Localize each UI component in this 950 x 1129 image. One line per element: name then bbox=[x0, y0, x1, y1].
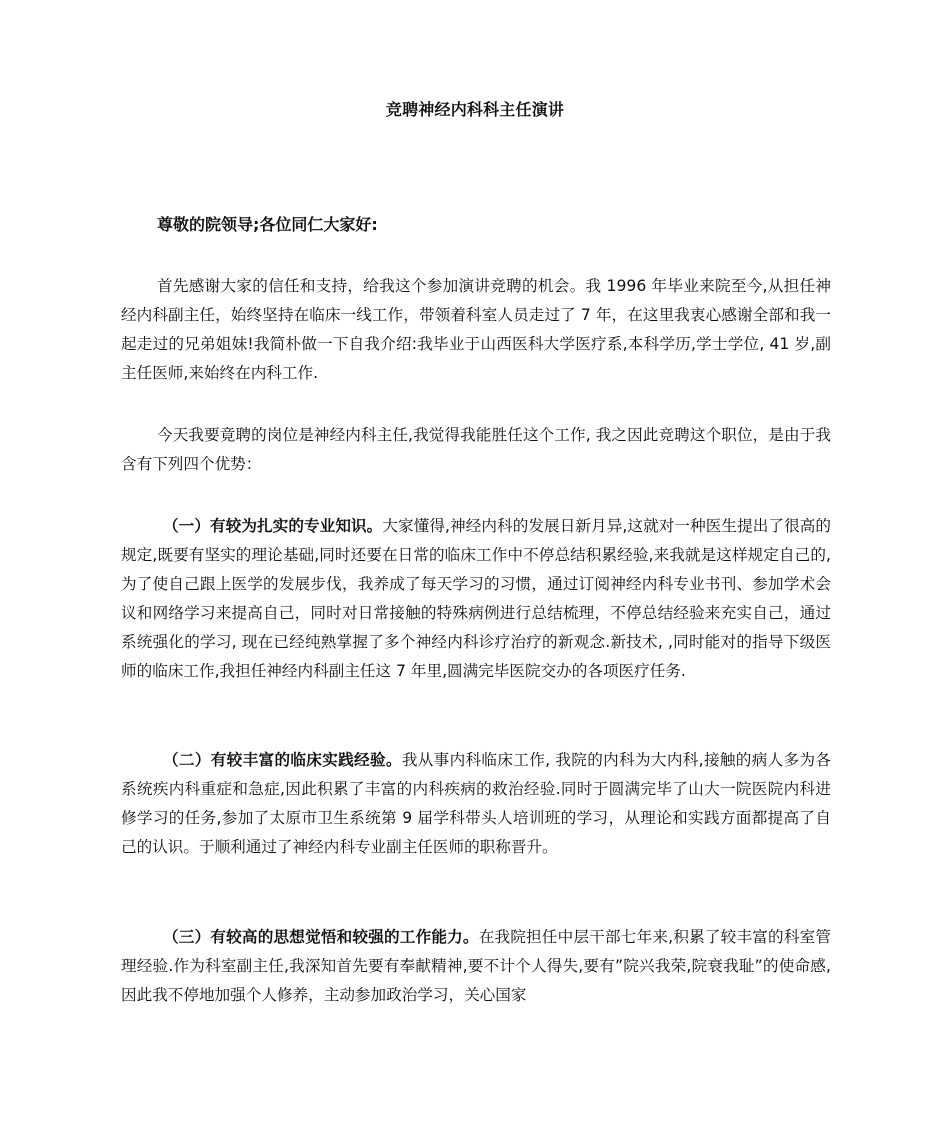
position-paragraph: 今天我要竟聘的岗位是神经内科主任,我觉得我能胜任这个工作, 我之因此竞聘这个职位，是由于我含有下列四个优势： bbox=[121, 426, 831, 473]
advantage-3-body: 在我院担任中层干部七年来,积累了较丰富的科室管理经验.作为科室副主任,我深知首先要有奉献精神,要不计个人得失,要有”院兴我荣,院衰我耻”的使命感,因此我不停地加强个人修养，主动参加政治学习，关心国家 bbox=[121, 928, 831, 1004]
advantage-3-heading: （三）有较高的思想觉悟和较强的工作能力。 bbox=[163, 928, 479, 946]
advantage-2-paragraph bbox=[121, 746, 831, 862]
greeting: 尊敬的院领导;各位同仁大家好: bbox=[157, 215, 378, 234]
advantage-2-heading: （二）有较丰富的临床实践经验。 bbox=[163, 751, 402, 769]
intro-paragraph: 首先感谢大家的信任和支持，给我这个参加演讲竞聘的机会。我 1996 年毕业来院至今,从担任神经内科副主任，始终坚持在临床一线工作，带领着科室人员走过了 7 年，在这里我衷心感谢全部和我一起走过的兄弟姐妹!我简朴做一下自我介绍:我毕业于山西医科大学医疗系,本科学历,学士学位, 41 岁,副主任医师,来始终在内科工作. bbox=[121, 277, 831, 382]
advantage-3-paragraph bbox=[121, 923, 831, 1010]
advantage-1-paragraph bbox=[121, 512, 831, 686]
document-title: 竞聘神经内科科主任演讲 bbox=[385, 100, 565, 119]
advantage-1-heading: （一）有较为扎实的专业知识。 bbox=[163, 517, 383, 535]
advantage-2-body: 我从事内科临床工作, 我院的内科为大内科,接触的病人多为各系统疾内科重症和急症,因此积累了丰富的内科疾病的救治经验.同时于圆满完毕了山大一院医院内科进修学习的任务,参加了太原市卫生系统第 9 届学科带头人培训班的学习，从理论和实践方面都提高了自己的认识。于顺利通过了神经内科专业副主任医师的职称晋升。 bbox=[121, 751, 831, 856]
advantage-1-body: 大家懂得,神经内科的发展日新月异,这就对一种医生提出了很高的规定,既要有坚实的理论基础,同时还要在日常的临床工作中不停总结积累经验,来我就是这样规定自己的,为了使自己跟上医学的发展步伐，我养成了每天学习的习惯，通过订阅神经内科专业书刊、参加学术会议和网络学习来提高自己，同时对日常接触的特殊病例进行总结梳理，不停总结经验来充实自己，通过系统强化的学习, 现在已经纯熟掌握了多个神经内科诊疗治疗的新观念.新技术, ,同时能对的指导下级医师的临床工作,我担任神经内科副主任这 7 年里,圆满完毕医院交办的各项医疗任务. bbox=[121, 517, 831, 680]
